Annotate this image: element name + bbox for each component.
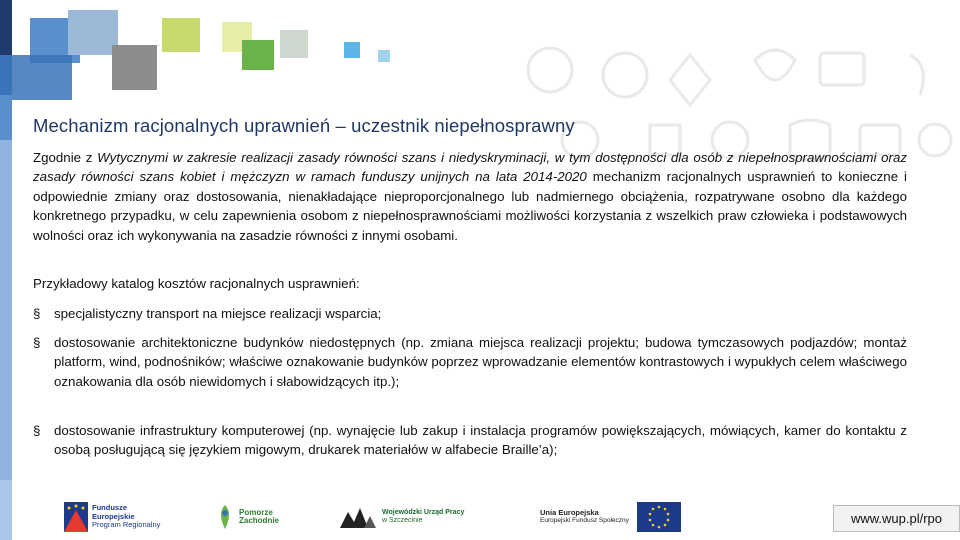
page-title: Mechanizm racjonalnych uprawnień – uczestnik niepełnosprawny xyxy=(33,115,575,137)
list-item-text: dostosowanie infrastruktury komputerowej (np. wynajęcie lub zakup i instalacja programów powiększających, mówiących, kamer do kontaktu z osobą posługującą się językiem migowym, drukarek materiałów w alfabecie Braille’a); xyxy=(54,423,907,458)
logo-wup-line1: Wojewódzki Urząd Pracy xyxy=(382,508,465,516)
pomorze-zachodnie-icon xyxy=(215,503,235,531)
intro-text-rest: mechanizm racjonalnych usprawnień to konieczne i odpowiednie zmiany oraz dostosowania, nienakładające nieproporcjonalnego lub nadmiernego obciążenia, rozpatrywane osobno dla każdego konkretnego przypadku, w celu zapewnienia osobom z niepełnosprawnościami możliwości korzystania z wszelkich praw człowieka i podstawowych wolności oraz ich wykonywania na zasadzie równości z innymi osobami. xyxy=(33,169,907,243)
eu-flag-icon xyxy=(637,502,681,532)
logo-unia-europejska xyxy=(540,500,681,534)
catalog-heading: Przykładowy katalog kosztów racjonalnych usprawnień: xyxy=(33,276,360,291)
intro-guidelines-italic: Wytycznymi w zakresie realizacji zasady równości szans i niedyskryminacji, w tym dostępności dla osób z niepełnosprawnościami oraz zasady równości szans kobiet i mężczyzn w ramach funduszy unijnych na lata 2014-2020 xyxy=(33,150,907,185)
logo-pz-line2: Zachodnie xyxy=(239,516,280,525)
logo-ue-line2: Europejski Fundusz Społeczny xyxy=(540,517,629,524)
fundusze-europejskie-icon xyxy=(64,502,88,532)
logo-fe-line2: Europejskie xyxy=(92,511,135,521)
list-item xyxy=(33,304,907,323)
list-item-text: specjalistyczny transport na miejsce realizacji wsparcia; xyxy=(54,306,382,321)
bullet-mark: § xyxy=(33,306,41,321)
logo-fe-line1: Fundusze xyxy=(92,503,127,513)
logo-wup xyxy=(338,500,464,534)
list-item-text: dostosowanie architektoniczne budynków niedostępnych (np. zmiana miejsca realizacji projektu; budowa tymczasowych podjazdów; montaż platform, wind, podnośników; właściwe oznakowanie budynków poprzez wprowadzanie elementów kontrastowych i wypukłych celem właściwego oznakowania dla osób niewidomych i słabowidzących itp.); xyxy=(54,335,907,389)
logo-wup-line2: w Szczecinie xyxy=(382,517,423,524)
intro-paragraph xyxy=(33,148,907,245)
list-item xyxy=(33,333,907,391)
logo-fundusze-europejskie xyxy=(64,500,160,534)
bullet-mark: § xyxy=(33,335,41,350)
list-item xyxy=(33,421,907,460)
logo-fe-line3: Program Regionalny xyxy=(92,520,161,530)
logo-ue-line1: Unia Europejska xyxy=(540,507,599,517)
website-link[interactable]: www.wup.pl/rpo xyxy=(833,505,960,532)
logo-pomorze-zachodnie xyxy=(215,500,279,534)
logo-pz-line1: Pomorze xyxy=(239,507,273,517)
bullet-mark: § xyxy=(33,423,41,438)
wup-icon xyxy=(338,502,378,532)
intro-text-start: Zgodnie z xyxy=(33,150,98,165)
left-color-bar xyxy=(0,0,12,540)
